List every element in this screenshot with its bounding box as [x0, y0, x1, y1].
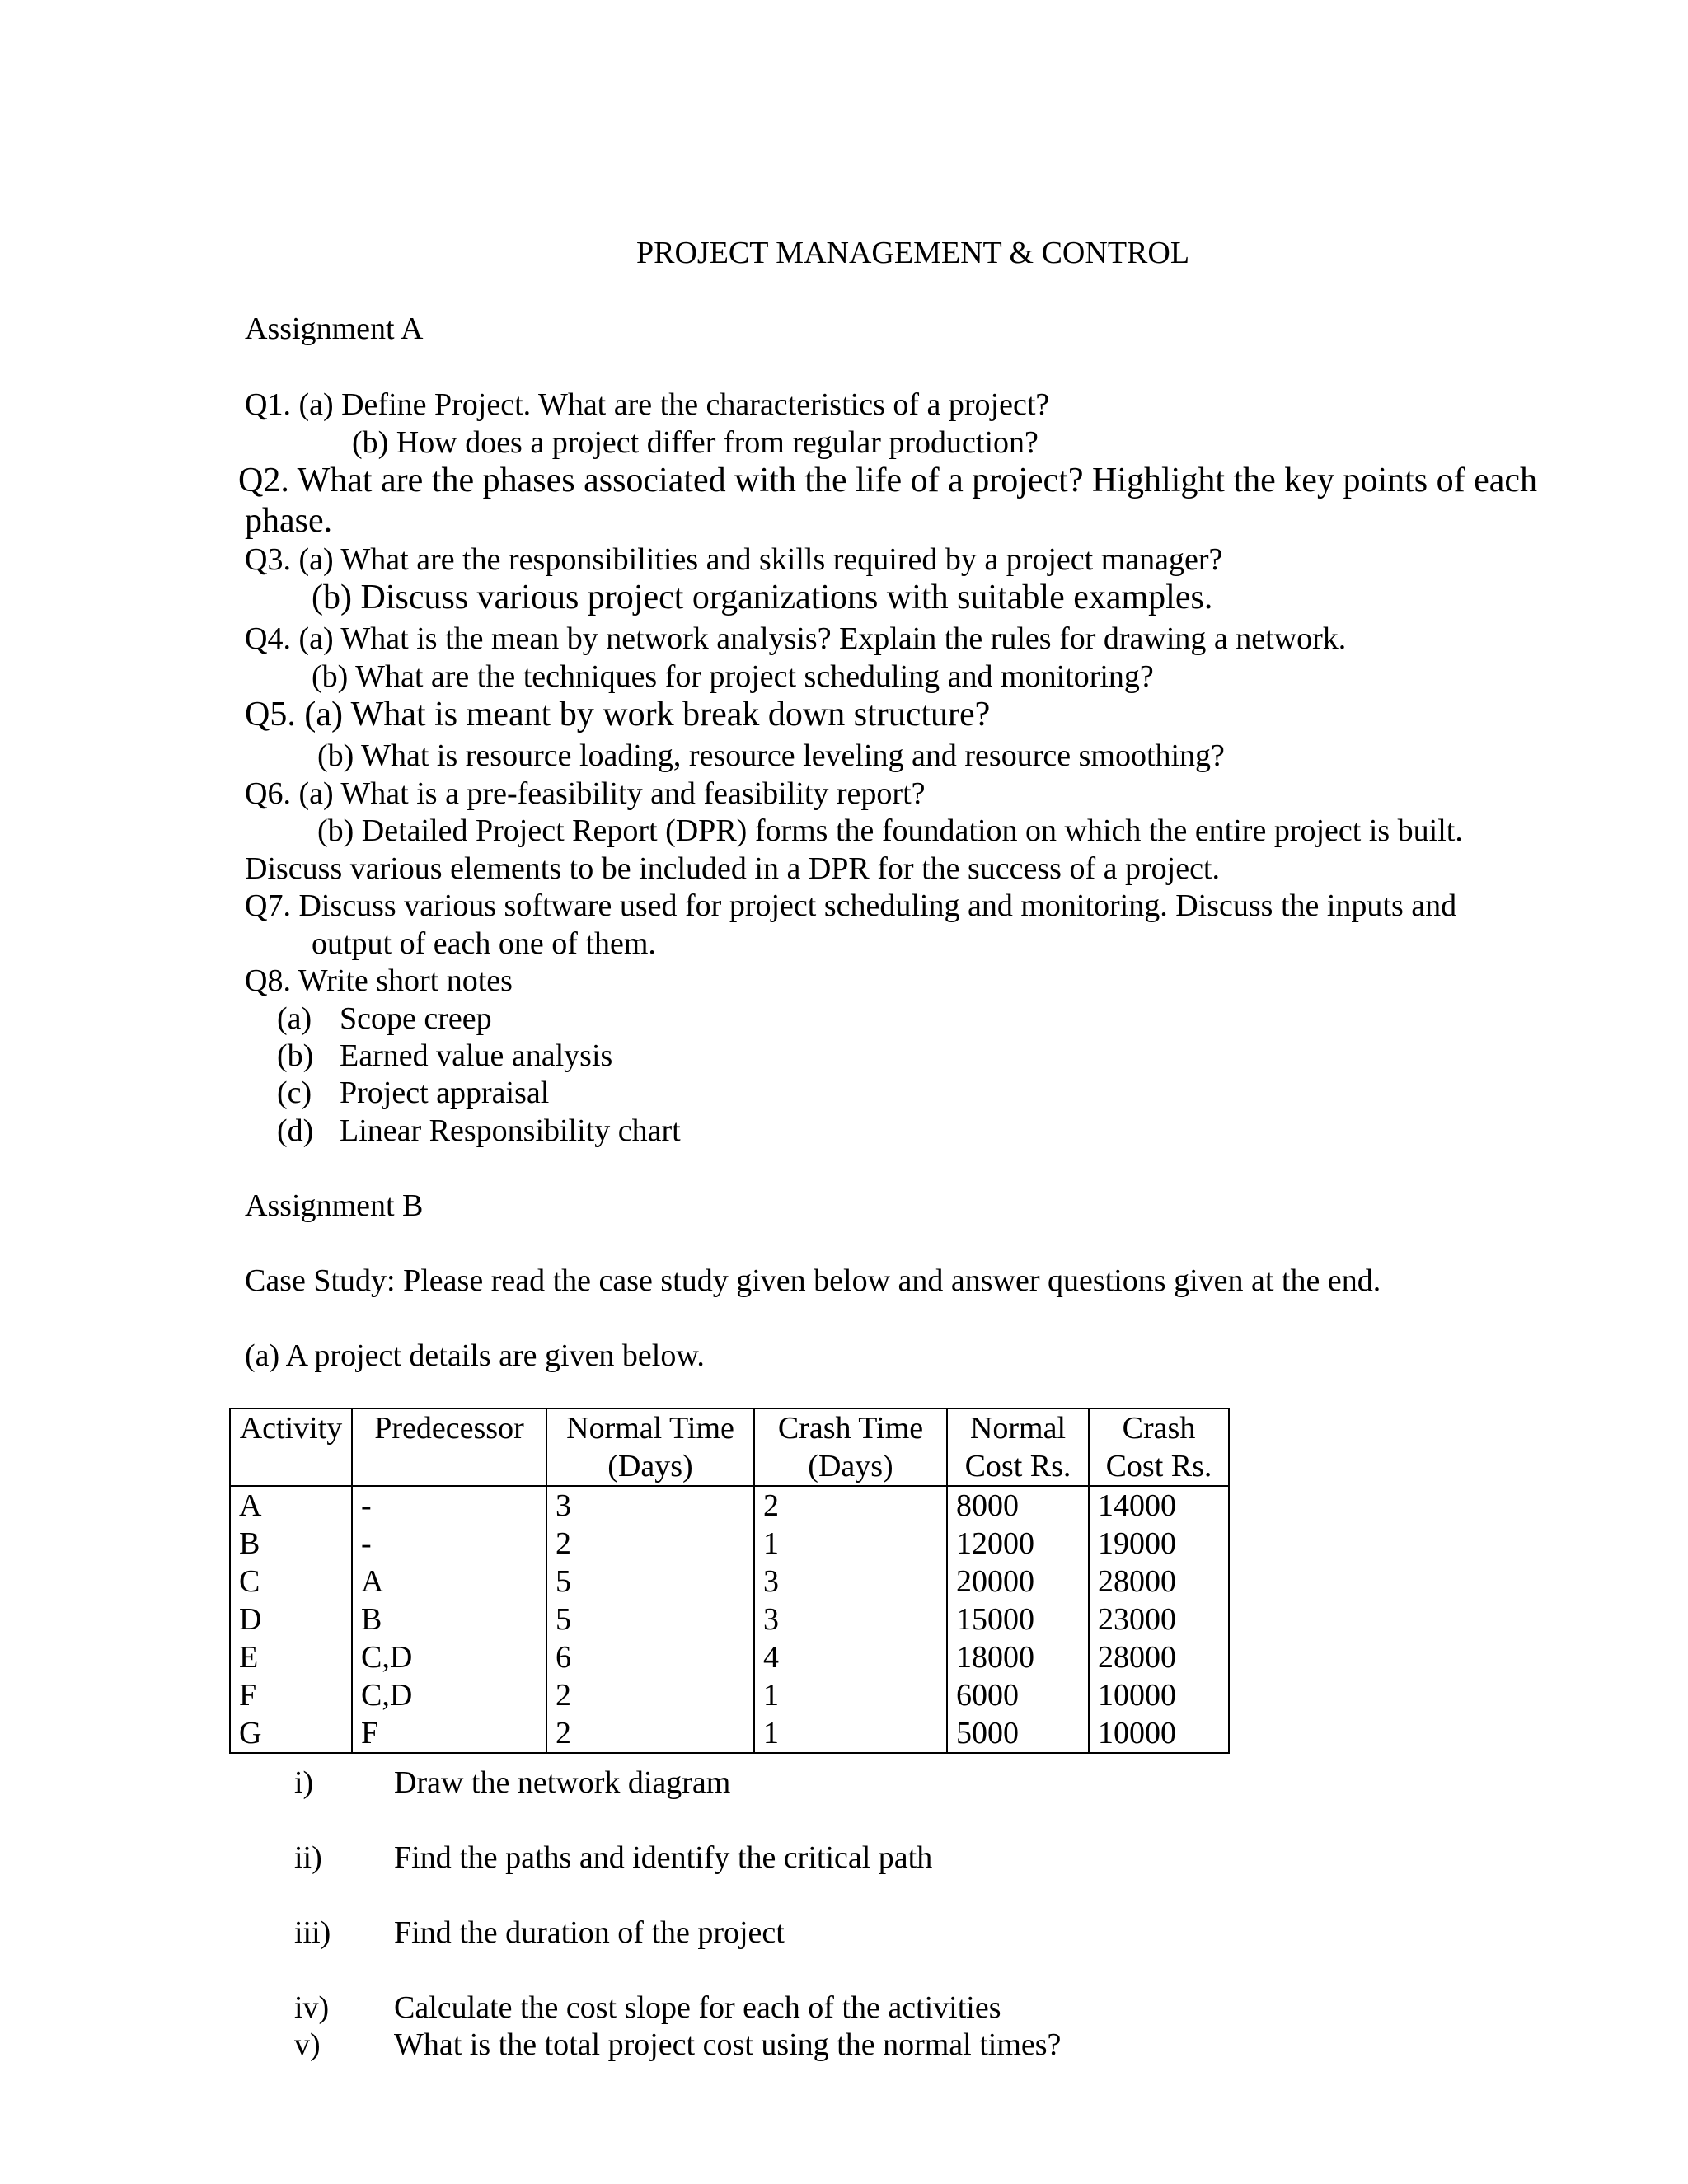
question-3b: (b) Discuss various project organizations with suitable examples. [312, 579, 1213, 616]
table-row [230, 1563, 1229, 1601]
page-title: PROJECT MANAGEMENT & CONTROL [636, 236, 1190, 270]
table-row [230, 1714, 1229, 1753]
cell-crash-cost: 28000 [1089, 1638, 1229, 1676]
question-2-cont: phase. [245, 502, 333, 540]
question-2: Q2. What are the phases associated with the life of a project? Highlight the key points of each [238, 462, 1538, 499]
question-5a: Q5. (a) What is meant by work break down structure? [245, 696, 991, 733]
case-question-text: Calculate the cost slope for each of the activities [394, 1990, 1001, 2025]
project-details-table [229, 1408, 1230, 1754]
case-part-a: (a) A project details are given below. [245, 1338, 705, 1373]
question-7-cont: output of each one of them. [312, 926, 656, 961]
question-5b: (b) What is resource loading, resource leveling and resource smoothing? [317, 738, 1225, 773]
cell-activity: E [230, 1638, 352, 1676]
assignment-a-heading: Assignment A [245, 312, 424, 346]
cell-crash-cost: 10000 [1089, 1714, 1229, 1753]
question-7: Q7. Discuss various software used for project scheduling and monitoring. Discuss the inputs and [245, 888, 1457, 923]
short-note-marker: (a) [277, 1001, 312, 1036]
cell-normal-time: 2 [546, 1676, 754, 1714]
header-predecessor: Predecessor [352, 1408, 546, 1486]
short-note-item: Linear Responsibility chart [340, 1113, 681, 1148]
cell-predecessor: A [352, 1563, 546, 1601]
header-activity: Activity [230, 1408, 352, 1486]
question-3a: Q3. (a) What are the responsibilities and skills required by a project manager? [245, 542, 1223, 577]
cell-normal-cost: 18000 [947, 1638, 1089, 1676]
case-question-number: ii) [294, 1840, 322, 1875]
cell-predecessor: - [352, 1525, 546, 1563]
header-crash-cost: Crash Cost Rs. [1089, 1408, 1229, 1486]
question-8: Q8. Write short notes [245, 963, 513, 998]
table-row [230, 1676, 1229, 1714]
cell-crash-cost: 28000 [1089, 1563, 1229, 1601]
table-row [230, 1638, 1229, 1676]
cell-normal-cost: 20000 [947, 1563, 1089, 1601]
table-header-row [230, 1408, 1229, 1486]
question-1b: (b) How does a project differ from regular production? [352, 425, 1039, 460]
cell-predecessor: - [352, 1486, 546, 1525]
cell-normal-cost: 12000 [947, 1525, 1089, 1563]
cell-normal-time: 6 [546, 1638, 754, 1676]
short-note-item: Project appraisal [340, 1076, 550, 1110]
short-note-marker: (d) [277, 1113, 314, 1148]
cell-crash-time: 3 [754, 1563, 947, 1601]
cell-crash-cost: 19000 [1089, 1525, 1229, 1563]
short-note-item: Scope creep [340, 1001, 492, 1036]
case-question-text: Find the paths and identify the critical path [394, 1840, 933, 1875]
cell-activity: D [230, 1601, 352, 1638]
cell-predecessor: B [352, 1601, 546, 1638]
cell-crash-cost: 23000 [1089, 1601, 1229, 1638]
header-normal-time: Normal Time (Days) [546, 1408, 754, 1486]
case-question-number: v) [294, 2027, 321, 2062]
cell-activity: G [230, 1714, 352, 1753]
cell-normal-cost: 5000 [947, 1714, 1089, 1753]
case-question-text: Find the duration of the project [394, 1915, 785, 1950]
cell-crash-time: 3 [754, 1601, 947, 1638]
assignment-b-heading: Assignment B [245, 1188, 424, 1223]
case-study-intro: Case Study: Please read the case study given below and answer questions given at the end. [245, 1263, 1381, 1298]
cell-crash-time: 2 [754, 1486, 947, 1525]
cell-normal-cost: 8000 [947, 1486, 1089, 1525]
case-question-number: i) [294, 1765, 314, 1800]
table-row [230, 1525, 1229, 1563]
cell-normal-time: 3 [546, 1486, 754, 1525]
case-question-number: iv) [294, 1990, 330, 2025]
short-note-item: Earned value analysis [340, 1038, 613, 1073]
header-crash-time: Crash Time (Days) [754, 1408, 947, 1486]
question-4a: Q4. (a) What is the mean by network analysis? Explain the rules for drawing a network. [245, 621, 1347, 656]
cell-normal-time: 5 [546, 1601, 754, 1638]
question-6b: (b) Detailed Project Report (DPR) forms the foundation on which the entire project is built. [317, 813, 1463, 848]
cell-activity: A [230, 1486, 352, 1525]
question-6b-cont: Discuss various elements to be included in a DPR for the success of a project. [245, 851, 1220, 886]
cell-normal-time: 2 [546, 1525, 754, 1563]
question-1a: Q1. (a) Define Project. What are the characteristics of a project? [245, 387, 1050, 422]
case-question-text: Draw the network diagram [394, 1765, 731, 1800]
short-note-marker: (b) [277, 1038, 314, 1073]
cell-activity: F [230, 1676, 352, 1714]
cell-predecessor: C,D [352, 1638, 546, 1676]
cell-normal-time: 2 [546, 1714, 754, 1753]
cell-predecessor: C,D [352, 1676, 546, 1714]
cell-activity: C [230, 1563, 352, 1601]
cell-normal-time: 5 [546, 1563, 754, 1601]
cell-crash-time: 1 [754, 1525, 947, 1563]
case-question-text: What is the total project cost using the normal times? [394, 2027, 1062, 2062]
cell-crash-cost: 10000 [1089, 1676, 1229, 1714]
case-question-number: iii) [294, 1915, 331, 1950]
table-row [230, 1486, 1229, 1525]
cell-crash-cost: 14000 [1089, 1486, 1229, 1525]
short-note-marker: (c) [277, 1076, 312, 1110]
cell-crash-time: 4 [754, 1638, 947, 1676]
cell-activity: B [230, 1525, 352, 1563]
cell-crash-time: 1 [754, 1714, 947, 1753]
cell-predecessor: F [352, 1714, 546, 1753]
header-normal-cost: Normal Cost Rs. [947, 1408, 1089, 1486]
question-6a: Q6. (a) What is a pre-feasibility and feasibility report? [245, 776, 926, 811]
cell-normal-cost: 15000 [947, 1601, 1089, 1638]
table-row [230, 1601, 1229, 1638]
cell-normal-cost: 6000 [947, 1676, 1089, 1714]
cell-crash-time: 1 [754, 1676, 947, 1714]
question-4b: (b) What are the techniques for project scheduling and monitoring? [312, 659, 1154, 694]
